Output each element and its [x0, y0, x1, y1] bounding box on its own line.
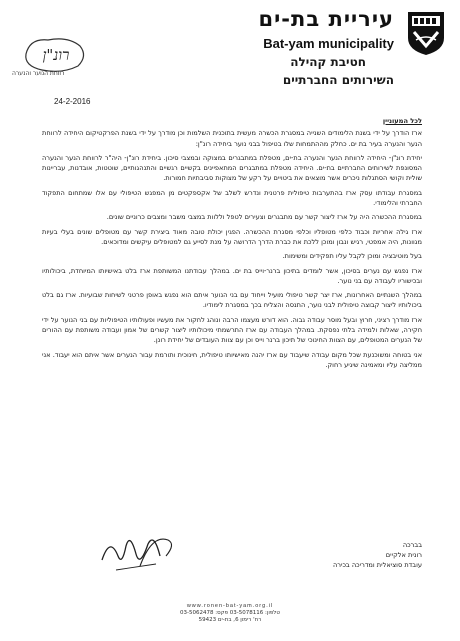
closing-block — [333, 540, 422, 570]
municipality-title: עיריית בת-ים — [258, 7, 394, 31]
bat-yam-emblem-icon — [404, 8, 448, 56]
municipality-english-title: Bat-yam municipality — [263, 36, 394, 51]
signer-title: עובדת סוציאלית ומדריכה בכירה — [332, 561, 422, 569]
paragraph: ארז מודרך רציני, חרוץ ובעל מוסר עבודה גבוה. הוא דורש מעצמו הרבה ונוהג לחקור את מעשיו ופעולותיו הטיפוליות עם בני הנוער על ידי חקירה, שאלות ולמידה בלתי נפסקת. במהלך העבודה עם ארז התרשמתי מיכולותיו ליצור קשרים של אמון ועבודה משותפת עם ההורים של הנערים המטופלים, עם הצוות החינוכי של תיכון ברנר וייס וכן עם צוות העובדים של יחידת רונן. — [42, 315, 422, 345]
paragraph: ארז גילה אחריות וכבוד כלפי מטופליו וכלפי מסגרת ההכשרה. הפגין יכולת טובה מאוד ביצירת קשר עם מטופלים שונים בעלי בעיות מגוונות, היה אמפטי, רגיש ונבון ומוכן ללכת את כברת הדרך הדרושה על מנת לסייע גם למטופלים עיקשים ומדוכאים. — [42, 227, 422, 246]
paragraph: אני בטוחה ומשוכנעת שכל מקום עבודה שיעבוד עם ארז יהנה מאישיותו טיפולית, חינוכית ותורמת עבור הנערים אשר איתם הוא יעבוד. אני ממליצה עליו ומאמינה שיגיע רחוק. — [42, 350, 422, 369]
paragraph: במסגרת ההכשרה היה על ארז ליצור קשר עם מתבגרים וצעירים לטפל וללוות במצבי משבר ומצבים כרוניים שונים. — [106, 213, 422, 222]
signer-name: רונית אלקיים — [385, 551, 422, 559]
footer-website: www.ronen-bat-yam.org.il — [186, 603, 274, 609]
paragraph: בעל מוטיבציה ומוכן לקבל עליו תפקידים ומשימות. — [282, 252, 422, 261]
footer-address: רח' רימון 6, בת-ים 59423 — [198, 617, 262, 623]
ronen-subtitle: רווחת הנוער והנערה — [12, 70, 65, 77]
paragraph: במסגרת עבודתו עסק ארז בהתערבות טיפולית פרטנית ונדרש לשלב של אקספקטים מן המפגש הטיפולי עם אלו שמתחום התפקוד החברתי והלימודי. — [42, 188, 422, 208]
ronen-logo-text: רונ"ן — [42, 46, 70, 64]
department-line-1: חטיבת קהילה — [290, 55, 366, 69]
letter-date: 24-2-2016 — [54, 97, 91, 106]
footer — [0, 603, 460, 624]
paragraph: במהלך השנתיים האחרונות, ארז יצר קשר טיפולי מועיל וייחוד עם בני הנוער איתם הוא נפגש באופן פרטני לשיחות שבועיות. ארז גם בלט ביכולותיו ליצור קבוצה טיפולית לבני נוער, התנסה והצליח בכך במסגרת לימודיו. — [42, 291, 422, 310]
handwritten-signature — [96, 526, 182, 574]
paragraph: ארז נפגש עם נערים בסיכון, אשר לומדים בתיכון ברנר-וייס בת ים. במהלך עבודתנו המשותפת ארז בלט באישיותו המיוחדת, ביכולותיו ובכישוריו לעבודה עם בני נוער. — [42, 266, 422, 285]
paragraph: יחידת רונ"ן- היחידה לרווחת הנער והנערה בת-ים, מטפלת במתבגרים במצוקה ובמצבי סיכון. ביחידת רונ"ן- היה"ר לרווחת הנער והנערה המסונפת לשירותים החברתיים בת-ים. היחידה מטפלת במתבגרים המתאפיינים בקשיים רגשיים והתנהגותיים, שוטטות, אובדנות, עבריינות שולית וקושי הסתגלות ניכרים אשר מוצאים את ביטויים על רקע של מצוקות סביבתיות חמורות. — [42, 153, 422, 183]
footer-phones: טלפון: 03-5078116 פקס: 03-5062478 — [180, 610, 280, 616]
closing-greeting: בברכה — [402, 541, 422, 549]
paragraph: ארז הודרך על ידי בשנת הלימודים השנייה במסגרת הכשרה מעשית בתוכנית השלמות וכן מודרך על ידי בשנת הפרקטיקום היחידה לרווחת הנער והנערה בעיר בת ים. כחלק מההתמחות שלו בטיפול בבני נוער ביחידה רונ"ן: — [42, 129, 422, 148]
department-line-2: השירותים החברתיים — [282, 73, 394, 87]
salutation: לכל המעוניין — [382, 117, 422, 125]
letter-body — [42, 116, 422, 374]
